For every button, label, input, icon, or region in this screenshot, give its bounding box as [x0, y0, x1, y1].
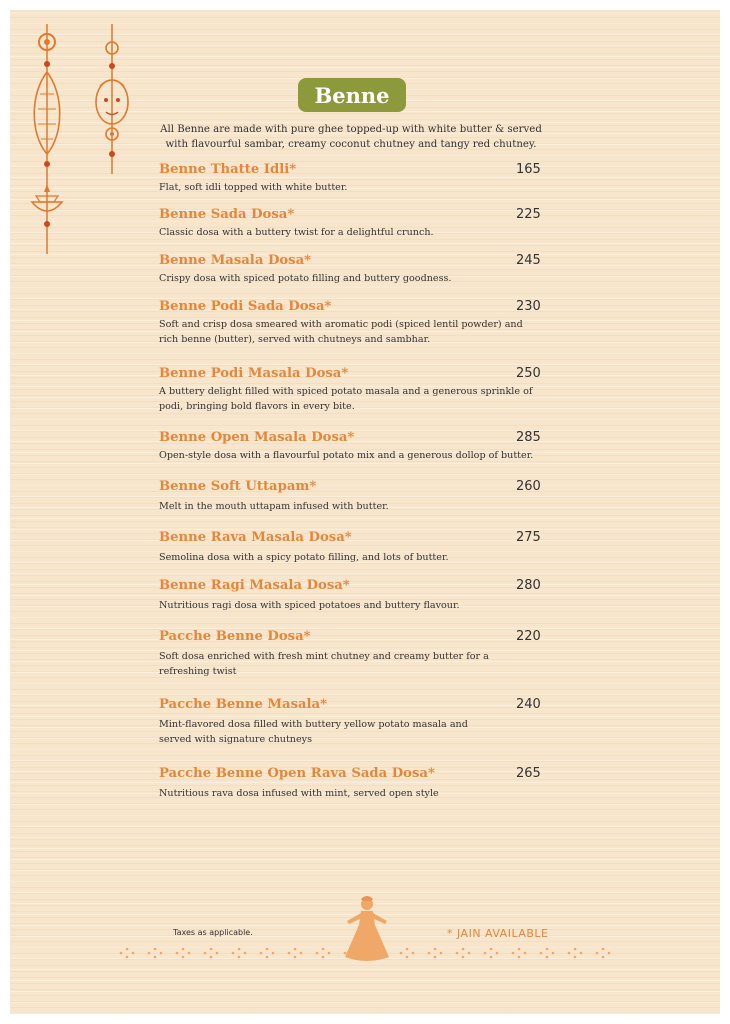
item-description: Soft and crisp dosa smeared with aromatic podi (spiced lentil powder) and rich benne (butter), served with chutneys and sambhar.	[159, 319, 523, 345]
menu-page	[10, 10, 720, 1014]
dot-border-icon	[116, 946, 616, 960]
item-name: Pacche Benne Dosa*	[159, 629, 311, 644]
item-description: Mint-flavored dosa filled with buttery yellow potato masala and served with signature chutneys	[159, 719, 468, 745]
taxes-note: Taxes as applicable.	[173, 928, 253, 937]
item-name: Benne Masala Dosa*	[159, 253, 312, 268]
item-description: Crispy dosa with spiced potato filling and buttery goodness.	[159, 273, 452, 284]
item-price: 280	[516, 578, 541, 593]
item-name: Pacche Benne Masala*	[159, 697, 327, 712]
item-description: Semolina dosa with a spicy potato filling, and lots of butter.	[159, 552, 449, 563]
item-price: 275	[516, 530, 541, 545]
item-name: Pacche Benne Open Rava Sada Dosa*	[159, 766, 435, 781]
item-description: Classic dosa with a buttery twist for a delightful crunch.	[159, 227, 434, 238]
item-price: 250	[516, 366, 541, 381]
section-intro: All Benne are made with pure ghee topped-up with white butter & served with flavourful sambar, creamy coconut chutney and tangy red chutney.	[160, 124, 542, 150]
item-description: Open-style dosa with a flavourful potato mix and a generous dollop of butter.	[159, 450, 534, 461]
item-description: Soft dosa enriched with fresh mint chutney and creamy butter for a refreshing twist	[159, 651, 489, 677]
item-name: Benne Podi Sada Dosa*	[159, 299, 332, 314]
item-price: 230	[516, 299, 541, 314]
section-title-badge	[298, 78, 406, 112]
item-price: 220	[516, 629, 541, 644]
section-title: Benne	[314, 82, 390, 108]
item-price: 260	[516, 479, 541, 494]
item-description: Nutritious rava dosa infused with mint, served open style	[159, 788, 439, 799]
hanging-ornament-icon	[22, 24, 142, 264]
item-name: Benne Sada Dosa*	[159, 207, 295, 222]
item-description: Melt in the mouth uttapam infused with butter.	[159, 501, 389, 512]
item-name: Benne Ragi Masala Dosa*	[159, 578, 350, 593]
item-description: Flat, soft idli topped with white butter.	[159, 182, 348, 193]
item-name: Benne Open Masala Dosa*	[159, 430, 355, 445]
jain-available-note: * JAIN AVAILABLE	[447, 927, 549, 940]
item-description: A buttery delight filled with spiced potato masala and a generous sprinkle of podi, bringing bold flavors in every bite.	[159, 386, 533, 412]
item-description: Nutritious ragi dosa with spiced potatoes and buttery flavour.	[159, 600, 460, 611]
item-name: Benne Rava Masala Dosa*	[159, 530, 352, 545]
item-name: Benne Soft Uttapam*	[159, 479, 317, 494]
item-price: 245	[516, 253, 541, 268]
item-price: 165	[516, 162, 541, 177]
item-price: 240	[516, 697, 541, 712]
item-name: Benne Podi Masala Dosa*	[159, 366, 349, 381]
item-name: Benne Thatte Idli*	[159, 162, 297, 177]
item-price: 225	[516, 207, 541, 222]
item-price: 285	[516, 430, 541, 445]
item-price: 265	[516, 766, 541, 781]
